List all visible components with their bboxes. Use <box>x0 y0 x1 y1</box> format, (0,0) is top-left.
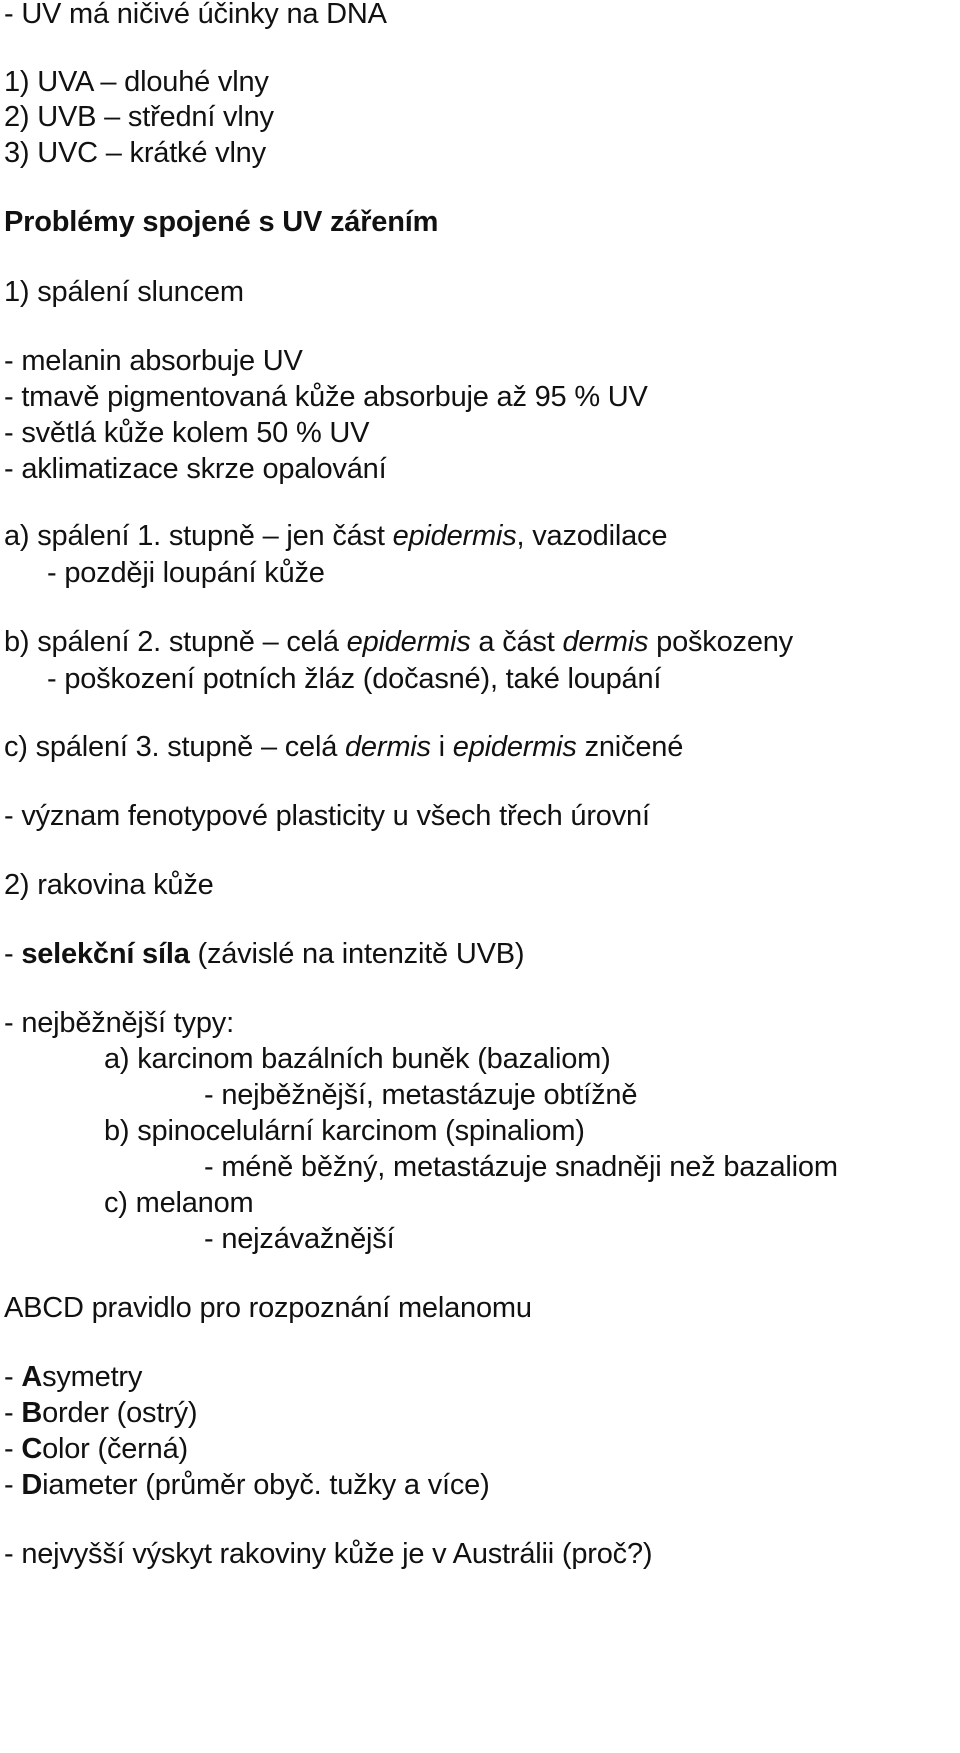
cancer-type-note: - nejběžnější, metastázuje obtížně <box>204 1079 638 1111</box>
burn-degree-2-suffix: poškozeny <box>648 626 793 658</box>
sunburn-fact: - aklimatizace skrze opalování <box>4 453 387 485</box>
term-epidermis: epidermis <box>452 731 577 763</box>
sunburn-fact: - světlá kůže kolem 50 % UV <box>4 417 370 449</box>
abcd-letter: B <box>21 1397 43 1429</box>
burn-degree-2-text: b) spálení 2. stupně – celá <box>4 626 347 658</box>
cancer-type: c) melanom <box>104 1187 254 1219</box>
burn-degree-2-mid: a část <box>470 626 563 658</box>
plasticity-note: - význam fenotypové plasticity u všech třech úrovní <box>4 800 650 832</box>
selection-detail: (závislé na intenzitě UVB) <box>189 938 525 970</box>
abcd-title: ABCD pravidlo pro rozpoznání melanomu <box>4 1292 532 1324</box>
abcd-rest: order (ostrý) <box>42 1397 198 1429</box>
cancer-type-note: - méně běžný, metastázuje snadněji než bazaliom <box>204 1151 838 1183</box>
abcd-item <box>4 1359 142 1395</box>
abcd-letter: D <box>21 1469 43 1501</box>
term-dermis: dermis <box>345 731 431 763</box>
burn-degree-3 <box>4 729 683 765</box>
cancer-title: 2) rakovina kůže <box>4 869 214 901</box>
burn-degree-2-note: - poškození potních žláz (dočasné), také loupání <box>47 663 662 695</box>
burn-degree-3-text: c) spálení 3. stupně – celá <box>4 731 345 763</box>
burn-degree-1 <box>4 518 667 554</box>
burn-degree-3-suffix: zničené <box>576 731 684 763</box>
uv-type-item: 3) UVC – krátké vlny <box>4 137 266 169</box>
abcd-letter: A <box>21 1361 43 1393</box>
burn-degree-2 <box>4 624 793 660</box>
cancer-type: b) spinocelulární karcinom (spinaliom) <box>104 1115 585 1147</box>
abcd-dash: - <box>4 1361 22 1393</box>
burn-degree-1-note: - později loupání kůže <box>47 557 325 589</box>
intro-line: - UV má ničivé účinky na DNA <box>4 0 387 30</box>
term-epidermis: epidermis <box>346 626 471 658</box>
cancer-type: a) karcinom bazálních buněk (bazaliom) <box>104 1043 611 1075</box>
abcd-rest: symetry <box>42 1361 143 1393</box>
abcd-item <box>4 1467 490 1503</box>
footer-note: - nejvyšší výskyt rakoviny kůže je v Austrálii (proč?) <box>4 1538 653 1570</box>
cancer-types-title: - nejběžnější typy: <box>4 1007 234 1039</box>
burn-degree-3-mid: i <box>430 731 453 763</box>
abcd-item <box>4 1431 188 1467</box>
abcd-dash: - <box>4 1469 22 1501</box>
uv-type-item: 2) UVB – střední vlny <box>4 101 274 133</box>
abcd-rest: olor (černá) <box>42 1433 188 1465</box>
sunburn-title: 1) spálení sluncem <box>4 276 244 308</box>
abcd-rest: iameter (průměr obyč. tužky a více) <box>42 1469 490 1501</box>
burn-degree-1-suffix: , vazodilace <box>516 520 668 552</box>
section-heading: Problémy spojené s UV zářením <box>4 206 439 238</box>
selection-dash: - <box>4 938 22 970</box>
burn-degree-1-text: a) spálení 1. stupně – jen část <box>4 520 393 552</box>
abcd-item <box>4 1395 197 1431</box>
abcd-dash: - <box>4 1397 22 1429</box>
selection-term: selekční síla <box>21 938 190 970</box>
sunburn-fact: - melanin absorbuje UV <box>4 345 303 377</box>
term-dermis: dermis <box>562 626 649 658</box>
abcd-letter: C <box>21 1433 43 1465</box>
cancer-type-note: - nejzávažnější <box>204 1223 395 1255</box>
term-epidermis: epidermis <box>392 520 517 552</box>
selection-pressure <box>4 936 524 972</box>
sunburn-fact: - tmavě pigmentovaná kůže absorbuje až 95 % UV <box>4 381 648 413</box>
abcd-dash: - <box>4 1433 22 1465</box>
uv-type-item: 1) UVA – dlouhé vlny <box>4 66 269 98</box>
